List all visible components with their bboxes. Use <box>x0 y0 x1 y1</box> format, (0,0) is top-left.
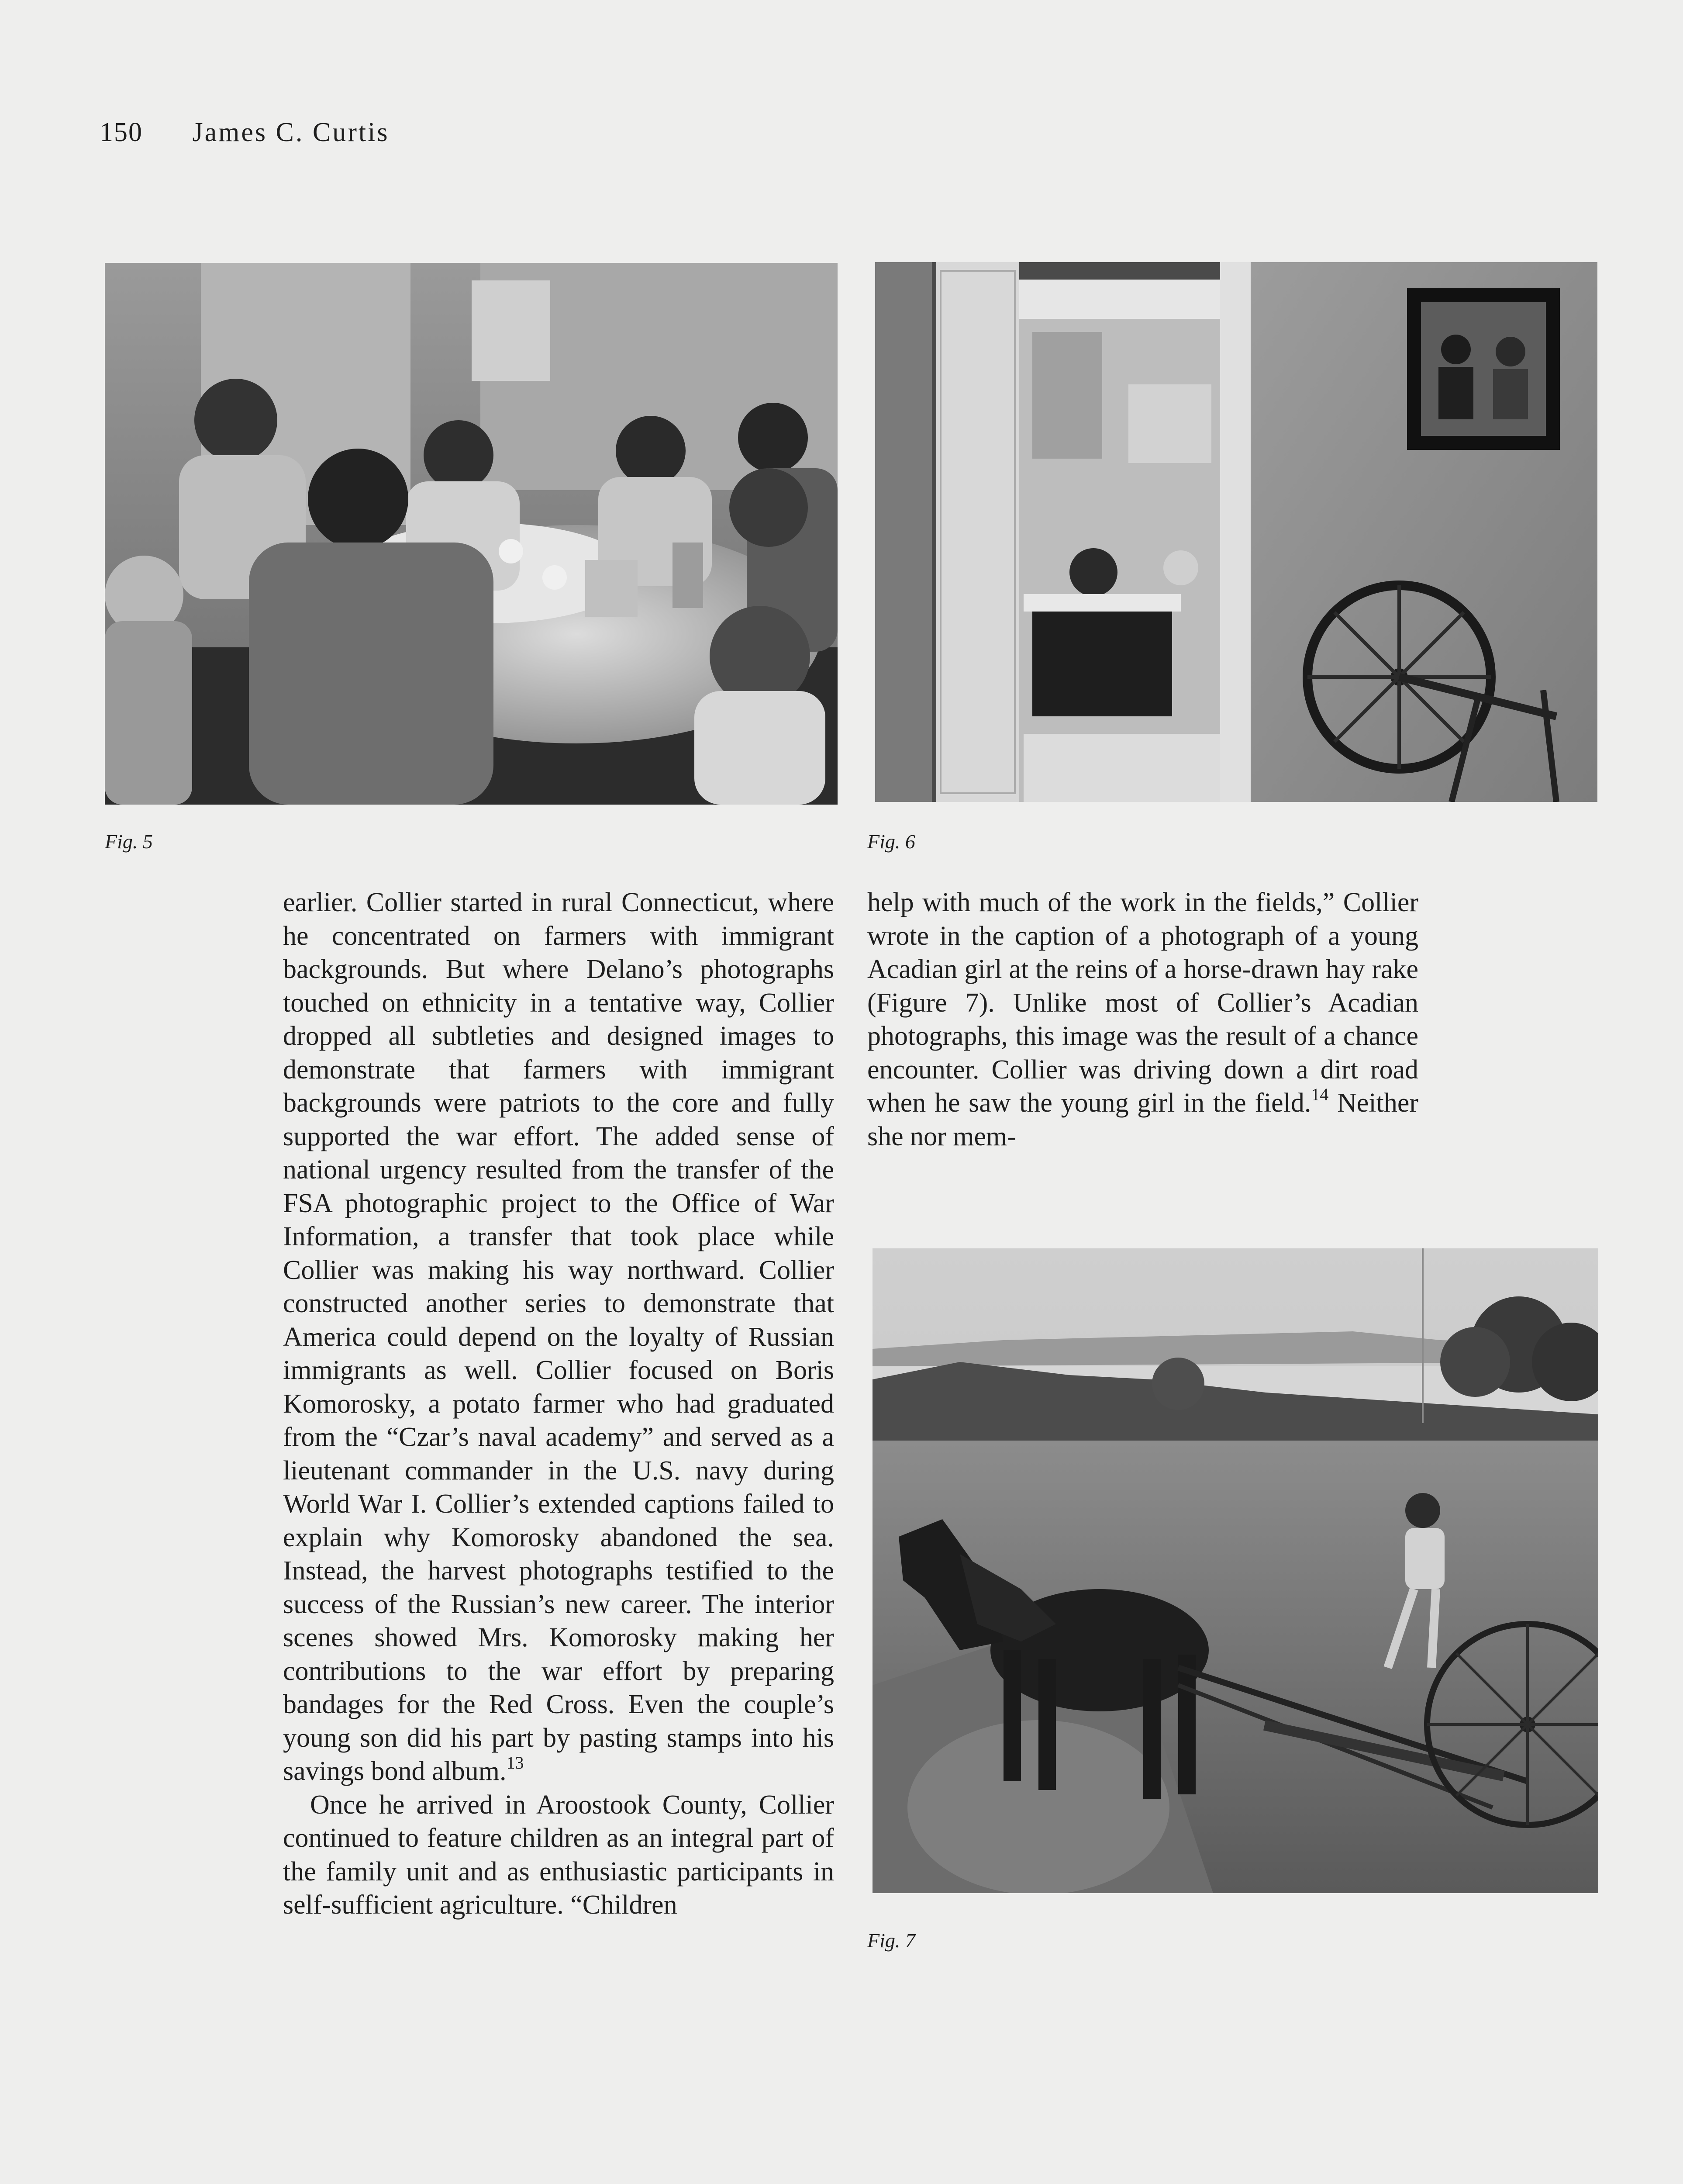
page-number: 150 <box>100 117 143 147</box>
paragraph-text: earlier. Collier started in rural Connecticut, where he concentrated on farmers with immigrant backgrounds. But where Delano’s photographs touched on ethnicity in a tentative way, Collier dropped all subtleties and designed images to demonstrate that farmers with immigrant backgrounds were patriots to the core and fully supported the war effort. The added sense of national urgency resulted from the transfer of the FSA photographic project to the Office of War Information, a transfer that took place while Collier was making his way northward. Collier constructed another series to demonstrate that America could depend on the loyalty of Russian immigrants as well. Collier focused on Boris Komorosky, a potato farmer who had graduated from the “Czar’s naval academy” and served as a lieutenant commander in the U.S. navy during World War I. Collier’s extended captions failed to explain why Komorosky abandoned the sea. Instead, the harvest photographs testified to the success of the Russian’s new career. The interior scenes showed Mrs. Komorosky making her contributions to the war effort by preparing bandages for the Red Cross. Even the couple’s young son did his part by pasting stamps into his savings bond album. <box>283 888 834 1786</box>
figure-6-photo <box>875 262 1597 802</box>
right-text-column <box>867 886 1418 1153</box>
left-text-column <box>283 886 834 1922</box>
figure-7-photo <box>873 1248 1598 1893</box>
figure-6-caption: Fig. 6 <box>867 830 915 853</box>
figure-5-caption: Fig. 5 <box>105 830 153 853</box>
paragraph <box>283 886 834 1788</box>
figure-7-caption: Fig. 7 <box>867 1929 915 1952</box>
paragraph-text: Neither she nor mem- <box>867 1088 1418 1151</box>
footnote-reference: 14 <box>1311 1085 1329 1104</box>
paragraph: Once he arrived in Aroostook County, Collier continued to feature children as an integral part of the family unit and as enthusiastic participants in self-sufficient agriculture. “Children <box>283 1790 834 1920</box>
paragraph-text: help with much of the work in the fields,” Collier wrote in the caption of a photograph of a young Acadian girl at the reins of a horse-drawn hay rake (Figure 7). Unlike most of Collier’s Acadian photographs, this image was the result of a chance encounter. Collier was driving down a dirt road when he saw the young girl in the field. <box>867 888 1418 1118</box>
running-header <box>100 117 389 148</box>
figure-5-photo <box>105 263 838 805</box>
paragraph <box>867 886 1418 1153</box>
running-head-author: James C. Curtis <box>192 117 390 147</box>
footnote-reference: 13 <box>506 1753 524 1773</box>
